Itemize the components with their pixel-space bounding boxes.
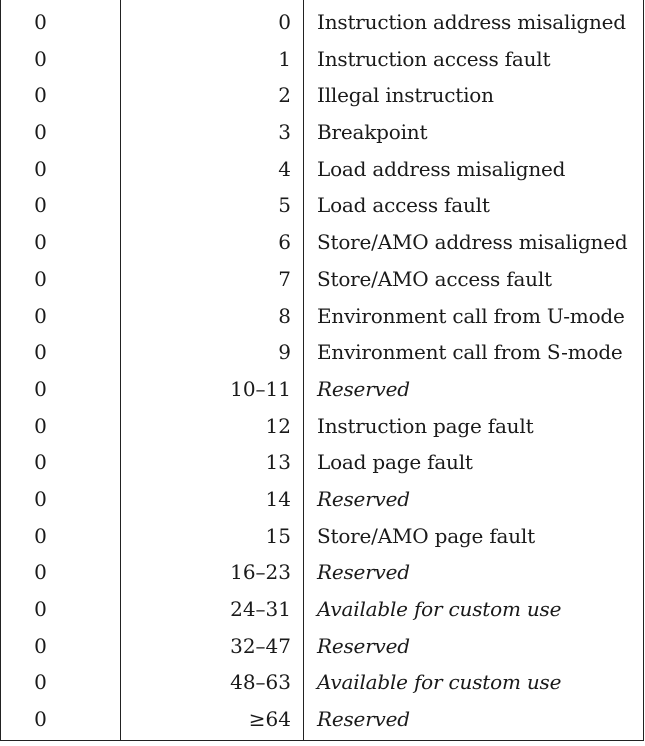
exception-code-cell: 7 bbox=[278, 266, 291, 291]
description-cell: Illegal instruction bbox=[317, 83, 494, 108]
description-cell: Store/AMO address misaligned bbox=[317, 230, 628, 255]
table-row bbox=[1, 41, 643, 78]
description-cell: Reserved bbox=[317, 560, 410, 585]
interrupt-cell: 0 bbox=[34, 266, 47, 291]
interrupt-cell: 0 bbox=[34, 413, 47, 438]
exception-code-cell: 14 bbox=[265, 486, 291, 511]
exception-code-cell: 4 bbox=[278, 156, 291, 181]
interrupt-cell: 0 bbox=[34, 597, 47, 621]
exception-code-cell: 16–23 bbox=[230, 560, 291, 585]
exception-code-cell: 15 bbox=[265, 523, 291, 548]
interrupt-cell: 0 bbox=[34, 83, 47, 108]
interrupt-cell: 0 bbox=[34, 156, 47, 181]
exception-code-cell: 1 bbox=[278, 46, 291, 71]
interrupt-cell: 0 bbox=[34, 193, 47, 218]
table-body bbox=[1, 4, 643, 738]
table-row bbox=[1, 261, 643, 298]
exception-code-cell: 24–31 bbox=[230, 597, 291, 621]
exception-code-cell: 10–11 bbox=[230, 376, 291, 401]
description-cell: Reserved bbox=[317, 707, 410, 732]
exception-code-cell: 3 bbox=[278, 120, 291, 145]
table-row bbox=[1, 408, 643, 445]
table-row bbox=[1, 664, 643, 701]
description-cell: Environment call from S-mode bbox=[317, 340, 623, 365]
description-cell: Reserved bbox=[317, 486, 410, 511]
interrupt-cell: 0 bbox=[34, 120, 47, 145]
table-row bbox=[1, 444, 643, 481]
description-cell: Load page fault bbox=[317, 450, 473, 475]
interrupt-cell: 0 bbox=[34, 486, 47, 511]
exception-code-cell: 0 bbox=[278, 10, 291, 34]
description-cell: Instruction page fault bbox=[317, 413, 534, 438]
interrupt-cell: 0 bbox=[34, 633, 47, 658]
interrupt-cell: 0 bbox=[34, 376, 47, 401]
interrupt-cell: 0 bbox=[34, 670, 47, 695]
interrupt-cell: 0 bbox=[34, 10, 47, 34]
table-row bbox=[1, 77, 643, 114]
table-row bbox=[1, 298, 643, 335]
interrupt-cell: 0 bbox=[34, 707, 47, 732]
table-row bbox=[1, 628, 643, 665]
table-row bbox=[1, 114, 643, 151]
exception-code-cell: 12 bbox=[265, 413, 291, 438]
description-cell: Load access fault bbox=[317, 193, 490, 218]
interrupt-cell: 0 bbox=[34, 303, 47, 328]
interrupt-cell: 0 bbox=[34, 230, 47, 255]
description-cell: Load address misaligned bbox=[317, 156, 566, 181]
exception-code-cell: ≥64 bbox=[248, 707, 291, 732]
exception-code-cell: 6 bbox=[278, 230, 291, 255]
table-row bbox=[1, 481, 643, 518]
description-cell: Instruction address misaligned bbox=[317, 10, 626, 34]
table-row bbox=[1, 334, 643, 371]
description-cell: Store/AMO page fault bbox=[317, 523, 535, 548]
description-cell: Instruction access fault bbox=[317, 46, 551, 71]
exception-code-cell: 9 bbox=[278, 340, 291, 365]
description-cell: Available for custom use bbox=[317, 670, 562, 695]
table-row bbox=[1, 554, 643, 591]
table-row bbox=[1, 151, 643, 188]
description-cell: Reserved bbox=[317, 376, 410, 401]
exception-code-cell: 8 bbox=[278, 303, 291, 328]
description-cell: Reserved bbox=[317, 633, 410, 658]
exception-code-cell: 13 bbox=[265, 450, 291, 475]
exception-code-cell: 5 bbox=[278, 193, 291, 218]
description-cell: Available for custom use bbox=[317, 597, 562, 621]
table-row bbox=[1, 591, 643, 628]
exception-code-cell: 32–47 bbox=[230, 633, 291, 658]
table-row bbox=[1, 518, 643, 555]
table-row bbox=[1, 371, 643, 408]
description-cell: Store/AMO access fault bbox=[317, 266, 552, 291]
interrupt-cell: 0 bbox=[34, 340, 47, 365]
table-row bbox=[1, 187, 643, 224]
description-cell: Breakpoint bbox=[317, 120, 428, 145]
table-row bbox=[1, 701, 643, 738]
description-cell: Environment call from U-mode bbox=[317, 303, 625, 328]
exception-code-cell: 48–63 bbox=[230, 670, 291, 695]
interrupt-cell: 0 bbox=[34, 450, 47, 475]
exception-code-cell: 2 bbox=[278, 83, 291, 108]
table-row bbox=[1, 4, 643, 41]
interrupt-cell: 0 bbox=[34, 523, 47, 548]
interrupt-cell: 0 bbox=[34, 560, 47, 585]
interrupt-cell: 0 bbox=[34, 46, 47, 71]
table-row bbox=[1, 224, 643, 261]
